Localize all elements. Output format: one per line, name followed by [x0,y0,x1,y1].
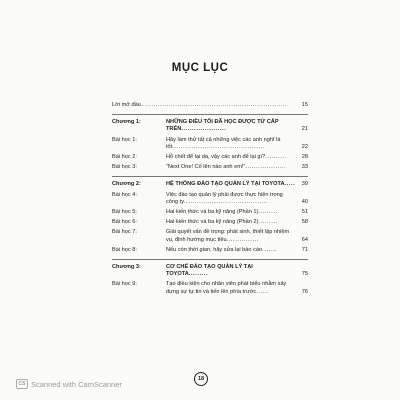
chapter-label: Chương 1: [112,119,141,126]
toc-lesson-7: Bài học 7: Giải quyết vấn đề trọng: phát sinh, thiết lập nhiệm vụ, định hướng mục tiêu............... 64 [112,229,308,243]
lesson-label: Bài học 1: [112,136,137,143]
lesson-title: Hãy làm thử tất cả những việc các anh nghĩ là tốt [166,136,281,150]
page-title: MỤC LỤC [171,62,229,74]
toc-lesson-5: Bài học 5: Hai kiến thức và ba kỹ năng (Phần 1)......... 51 [112,209,308,216]
toc-entry-page: 64 [301,236,308,243]
toc-entry-page: 71 [301,246,308,253]
camscanner-watermark [16,379,122,389]
toc-lesson-3: Bài học 3: “Next One! Cố lên nào anh em!”................... 33 [112,164,308,171]
lesson-label: Bài học 8: [112,246,137,253]
chapter-title: NHỮNG ĐIỀU TÔI ĐÃ HỌC ĐƯỢC TỪ CẤP TRÊN [166,119,279,133]
toc-entry-page: 21 [301,126,308,133]
lesson-title: Hai kiến thức và ba kỹ năng (Phần 1) [166,209,259,216]
section-divider [112,176,308,177]
toc-entry-page: 39 [301,181,308,188]
lesson-label: Bài học 5: [112,209,137,216]
lesson-title: Giải quyết vấn đề trọng: phát sinh, thiết lập nhiệm vụ, định hướng mục tiêu [166,229,290,243]
toc-chapter-2: Chương 2: HỆ THỐNG ĐÀO TẠO QUẢN LÝ TẠI TOYOTA..... 39 [112,181,308,188]
lesson-title: Hỗ chết để lại da, vậy các anh để lại gì? [166,154,266,161]
lesson-label: Bài học 7: [112,229,137,236]
toc-entry-page: 40 [301,198,308,205]
toc-entry-page: 75 [301,271,308,278]
lesson-label: Bài học 2: [112,154,137,161]
chapter-label: Chương 2: [112,181,141,188]
toc-lesson-8: Bài học 8: Nếu còn thời gian, hãy sửa lại báo cáo....... 71 [112,246,308,253]
lesson-label: Bài học 4: [112,191,137,198]
toc-entry-page: 15 [301,102,308,108]
lesson-label: Bài học 6: [112,219,137,226]
lesson-label: Bài học 3: [112,164,137,171]
toc-lesson-2: Bài học 2: Hỗ chết để lại da, vậy các anh để lại gì?.......... 28 [112,154,308,161]
toc-entry-intro: Lời mở đầu.................................................................... 15 [112,102,308,108]
camscanner-logo-icon: CS [16,379,28,389]
toc-chapter-1: Chương 1: NHỮNG ĐIỀU TÔI ĐÃ HỌC ĐƯỢC TỪ CẤP TRÊN..................... 21 [112,119,308,133]
table-of-contents [112,102,308,296]
lesson-title: Nếu còn thời gian, hãy sửa lại báo cáo [166,246,263,253]
lesson-label: Bài học 9: [112,281,137,288]
toc-chapter-3: Chương 3: CƠ CHẾ ĐÀO TẠO QUẢN LÝ TẠI TOYOTA......... 75 [112,264,308,278]
chapter-label: Chương 3: [112,264,141,271]
toc-lesson-9: Bài học 9: Tạo điều kiện cho nhân viên phát biểu nhằm xây dựng sự tự tin và tiến lên phía trước...... 76 [112,281,308,295]
lesson-title: Hai kiến thức và ba kỹ năng (Phần 2) [166,219,259,226]
toc-lesson-6: Bài học 6: Hai kiến thức và ba kỹ năng (Phần 2)......... 58 [112,219,308,226]
toc-lesson-4: Bài học 4: Việc đào tạo quản lý phải được thực hiện trong công ty....................................... 40 [112,191,308,205]
section-divider [112,259,308,260]
lesson-title: Tạo điều kiện cho nhân viên phát biểu nhằm xây dựng sự tự tin và tiến lên phía trước [166,281,287,295]
section-divider [112,114,308,115]
toc-entry-page: 76 [301,288,308,295]
lesson-title: “Next One! Cố lên nào anh em!” [166,164,246,171]
toc-entry-page: 58 [301,219,308,226]
toc-entry-title: Lời mở đầu [112,102,141,108]
chapter-title: HỆ THỐNG ĐÀO TẠO QUẢN LÝ TẠI TOYOTA [166,181,285,188]
toc-entry-page: 51 [301,209,308,216]
page-number: 18 [194,372,208,386]
chapter-title: CƠ CHẾ ĐÀO TẠO QUẢN LÝ TẠI TOYOTA [166,264,253,278]
toc-entry-page: 22 [301,143,308,150]
toc-entry-page: 33 [301,164,308,171]
watermark-text: Scanned with CamScanner [31,379,122,389]
toc-lesson-1: Bài học 1: Hãy làm thử tất cả những việc các anh nghĩ là tốt........................................... 22 [112,136,308,150]
lesson-title: Việc đào tạo quản lý phải được thực hiện trong công ty [166,191,283,205]
toc-entry-page: 28 [301,154,308,161]
